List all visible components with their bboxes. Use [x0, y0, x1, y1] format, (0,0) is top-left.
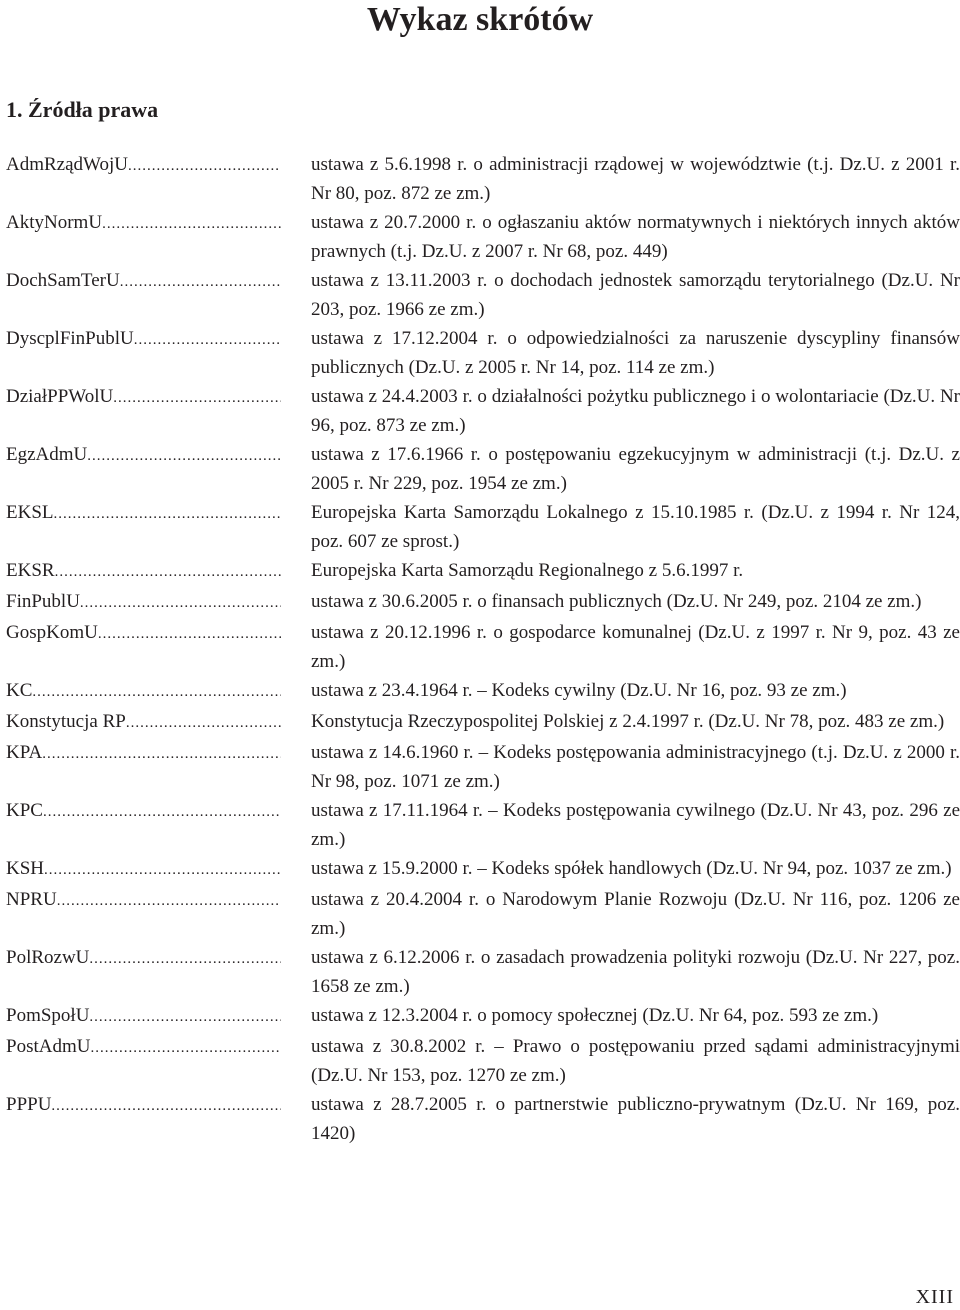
- abbreviation-description: ustawa z 17.6.1966 r. o postępowaniu egzekucyjnym w administracji (t.j. Dz.U. z 2005 r. Nr 229, poz. 1954 ze zm.): [311, 444, 960, 494]
- list-item: [0, 324, 960, 382]
- abbreviation: KPA: [6, 742, 43, 763]
- list-item: [0, 738, 960, 796]
- list-item: [0, 150, 960, 208]
- leader-dots: [120, 268, 281, 297]
- abbreviation: KSH: [6, 858, 45, 879]
- list-item: [0, 885, 960, 943]
- page-title: Wykaz skrótów: [366, 1, 594, 38]
- list-item: [0, 498, 960, 556]
- abbreviation: EKSL: [6, 502, 54, 523]
- leader-dots: [54, 500, 282, 529]
- list-item: [0, 676, 960, 707]
- leader-dots: [55, 558, 281, 587]
- abbreviation-description: Konstytucja Rzeczypospolitej Polskiej z 2.4.1997 r. (Dz.U. Nr 78, poz. 483 ze zm.): [311, 711, 945, 732]
- page-number: XIII: [915, 1286, 954, 1308]
- list-item: [0, 943, 960, 1001]
- abbreviation-description: ustawa z 20.7.2000 r. o ogłaszaniu aktów normatywnych i niektórych innych aktów prawnych (t.j. Dz.U. z 2007 r. Nr 68, poz. 449): [311, 212, 960, 262]
- abbreviation-description: ustawa z 14.6.1960 r. – Kodeks postępowania administracyjnego (t.j. Dz.U. z 2000 r. Nr 98, poz. 1071 ze zm.): [311, 742, 960, 792]
- list-item: [0, 208, 960, 266]
- leader-dots: [80, 589, 281, 618]
- list-item: [0, 796, 960, 854]
- abbreviation-description: ustawa z 23.4.1964 r. – Kodeks cywilny (Dz.U. Nr 16, poz. 93 ze zm.): [311, 680, 847, 701]
- leader-dots: [57, 887, 281, 916]
- list-item: [0, 1090, 960, 1148]
- abbreviation-description: Europejska Karta Samorządu Regionalnego z 5.6.1997 r.: [311, 560, 744, 581]
- abbreviation: NPRU: [6, 889, 57, 910]
- leader-dots: [126, 709, 281, 738]
- list-item: [0, 618, 960, 676]
- abbreviation: PomSpołU: [6, 1005, 90, 1026]
- abbreviation: PolRozwU: [6, 947, 90, 968]
- abbreviation-description: ustawa z 6.12.2006 r. o zasadach prowadzenia polityki rozwoju (Dz.U. Nr 227, poz. 1658 ze zm.): [311, 947, 960, 997]
- abbreviation: EgzAdmU: [6, 444, 88, 465]
- abbreviation-description: ustawa z 28.7.2005 r. o partnerstwie publiczno-prywatnym (Dz.U. Nr 169, poz. 1420): [311, 1094, 960, 1144]
- leader-dots: [128, 152, 281, 181]
- list-item: [0, 1001, 960, 1032]
- leader-dots: [43, 798, 281, 827]
- abbreviation: GospKomU: [6, 622, 98, 643]
- abbreviation: FinPublU: [6, 591, 80, 612]
- list-item: [0, 266, 960, 324]
- leader-dots: [89, 1003, 281, 1032]
- list-item: [0, 854, 960, 885]
- abbreviation: KPC: [6, 800, 43, 821]
- list-item: [0, 382, 960, 440]
- abbreviation-list: [0, 150, 960, 1148]
- abbreviation: PostAdmU: [6, 1036, 91, 1057]
- abbreviation-description: ustawa z 17.12.2004 r. o odpowiedzialności za naruszenie dyscypliny finansów publicznych (Dz.U. z 2005 r. Nr 14, poz. 114 ze zm.): [311, 328, 960, 378]
- abbreviation-description: ustawa z 17.11.1964 r. – Kodeks postępowania cywilnego (Dz.U. Nr 43, poz. 296 ze zm.): [311, 800, 960, 850]
- abbreviation-description: ustawa z 30.6.2005 r. o finansach publicznych (Dz.U. Nr 249, poz. 2104 ze zm.): [311, 591, 922, 612]
- leader-dots: [102, 210, 281, 239]
- abbreviation-description: ustawa z 30.8.2002 r. – Prawo o postępowaniu przed sądami administracyjnymi (Dz.U. Nr 153, poz. 1270 ze zm.): [311, 1036, 960, 1086]
- list-item: [0, 556, 960, 587]
- list-item: [0, 707, 960, 738]
- abbreviation-description: ustawa z 24.4.2003 r. o działalności pożytku publicznego i o wolontariacie (Dz.U. Nr 96, poz. 873 ze zm.): [311, 386, 960, 436]
- list-item: [0, 587, 960, 618]
- abbreviation-description: ustawa z 15.9.2000 r. – Kodeks spółek handlowych (Dz.U. Nr 94, poz. 1037 ze zm.): [311, 858, 952, 879]
- leader-dots: [90, 1034, 281, 1063]
- abbreviation: DziałPPWolU: [6, 386, 114, 407]
- abbreviation-description: ustawa z 12.3.2004 r. o pomocy społecznej (Dz.U. Nr 64, poz. 593 ze zm.): [311, 1005, 879, 1026]
- abbreviation: PPPU: [6, 1094, 52, 1115]
- abbreviation: KC: [6, 680, 33, 701]
- abbreviation-description: Europejska Karta Samorządu Lokalnego z 15.10.1985 r. (Dz.U. z 1994 r. Nr 124, poz. 607 ze sprost.): [311, 502, 960, 552]
- leader-dots: [42, 740, 281, 769]
- leader-dots: [134, 326, 281, 355]
- abbreviation-description: ustawa z 20.12.1996 r. o gospodarce komunalnej (Dz.U. z 1997 r. Nr 9, poz. 43 ze zm.): [311, 622, 960, 672]
- list-item: [0, 440, 960, 498]
- abbreviation-description: ustawa z 20.4.2004 r. o Narodowym Planie Rozwoju (Dz.U. Nr 116, poz. 1206 ze zm.): [311, 889, 960, 939]
- abbreviation: AktyNormU: [6, 212, 103, 233]
- leader-dots: [51, 1092, 281, 1121]
- leader-dots: [44, 856, 281, 885]
- abbreviation-description: ustawa z 5.6.1998 r. o administracji rządowej w województwie (t.j. Dz.U. z 2001 r. Nr 80, poz. 872 ze zm.): [311, 154, 960, 204]
- leader-dots: [87, 442, 281, 471]
- leader-dots: [98, 620, 281, 649]
- leader-dots: [32, 678, 281, 707]
- abbreviation: AdmRządWojU: [6, 154, 128, 175]
- abbreviation: DyscplFinPublU: [6, 328, 134, 349]
- abbreviation: Konstytucja RP: [6, 711, 126, 732]
- abbreviation: EKSR: [6, 560, 55, 581]
- abbreviation: DochSamTerU: [6, 270, 120, 291]
- list-item: [0, 1032, 960, 1090]
- section-heading: 1. Źródła prawa: [6, 97, 159, 122]
- leader-dots: [89, 945, 281, 974]
- abbreviation-description: ustawa z 13.11.2003 r. o dochodach jednostek samorządu terytorialnego (Dz.U. Nr 203, poz. 1966 ze zm.): [311, 270, 960, 320]
- leader-dots: [113, 384, 281, 413]
